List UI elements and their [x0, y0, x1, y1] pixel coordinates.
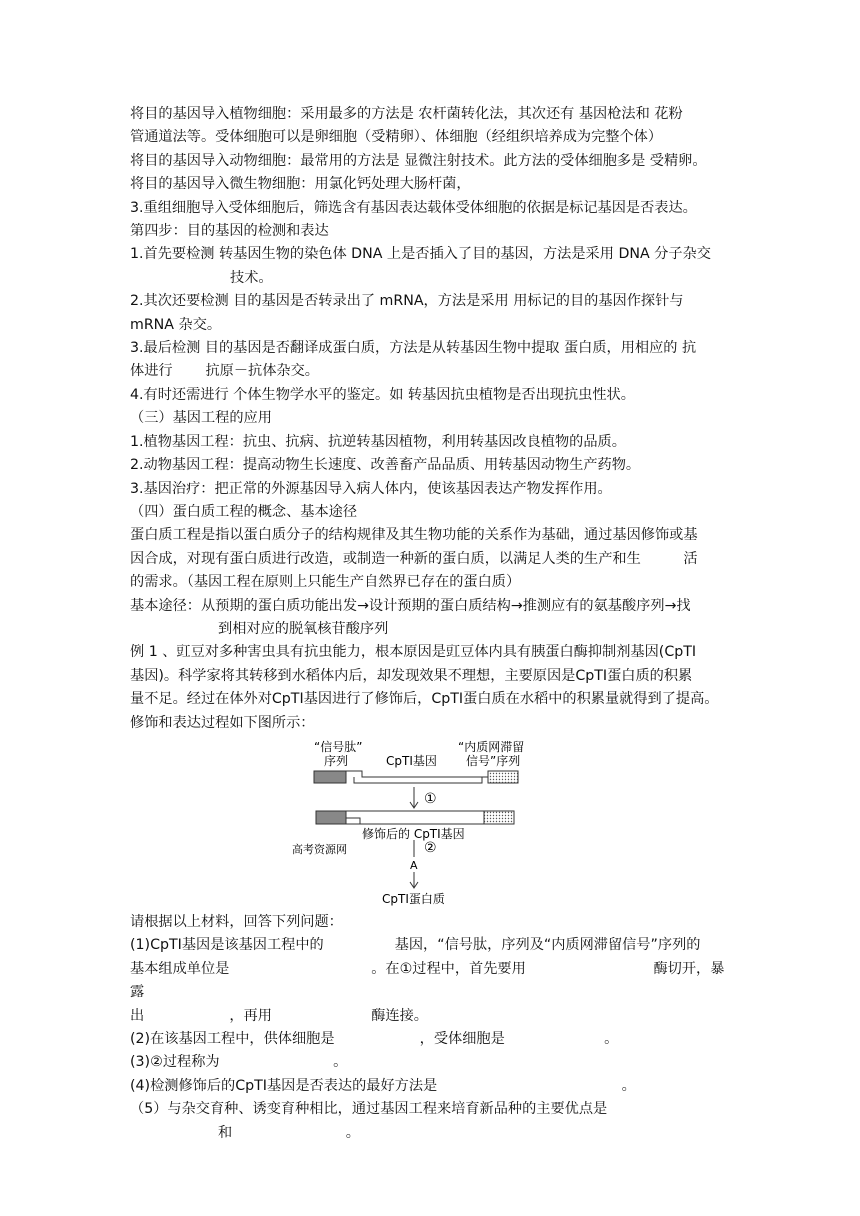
question-line: 出 ，再用 酶连接。	[130, 1007, 428, 1024]
text-line: 1.首先要检测 转基因生物的染色体 DNA 上是否插入了目的基因，方法是采用 DNA 分子杂交	[130, 246, 711, 263]
question-line: (2)在该基因工程中，供体细胞是 ，受体细胞是 。	[130, 1031, 619, 1047]
text-line: 2.其次还要检测 目的基因是否转录出了 mRNA，方法是采用 用标记的目的基因作探针与	[130, 293, 684, 310]
text-line: 到相对应的脱氧核苷酸序列	[218, 620, 389, 637]
example-text: 例 1 、豇豆对多种害虫具有抗虫能力，根本原因是豇豆体内具有胰蛋白酶抑制剂基因(CpTI	[130, 644, 697, 661]
text-line: 将目的基因导入动物细胞：最常用的方法是 显微注射技术。此方法的受体细胞多是 受精卵。	[130, 152, 707, 169]
text-line: 1.植物基因工程：抗虫、抗病、抗逆转基因植物，利用转基因改良植物的品质。	[130, 433, 626, 450]
text-line: 3.重组细胞导入受体细胞后，筛选含有基因表达载体受体细胞的依据是标记基因是否表达。	[130, 199, 697, 216]
watermark-text: 高考资源网	[292, 842, 347, 856]
section-heading: （四）蛋白质工程的概念、基本途径	[130, 503, 358, 520]
question-line: (4)检测修饰后的CpTI基因是否表达的最好方法是 。	[130, 1077, 636, 1094]
example-text: 基因)。科学家将其转移到水稻体内后，却发现效果不理想，主要原因是CpTI蛋白质的积累	[130, 667, 693, 684]
example-text: 修饰和表达过程如下图所示：	[130, 714, 315, 731]
example-text: 量不足。经过在体外对CpTI基因进行了修饰后，CpTI蛋白质在水稻中的积累量就得到了提高。	[130, 691, 719, 708]
letter-a-label: A	[410, 858, 418, 872]
er-retention-label: “内质网滞留	[458, 739, 525, 754]
text-line: 3.基因治疗：把正常的外源基因导入病人体内，使该基因表达产物发挥作用。	[130, 480, 612, 497]
question-line: （5）与杂交育种、诱变育种相比，通过基因工程来培育新品种的主要优点是	[130, 1101, 608, 1118]
signal-peptide-label: “信号肽”	[314, 739, 363, 754]
text-line: 的需求。（基因工程在原则上只能生产自然界已存在的蛋白质）	[130, 574, 521, 591]
er-retention-segment	[488, 771, 518, 783]
text-line: 2.动物基因工程：提高动物生长速度、改善畜产品品质、用转基因动物生产药物。	[130, 457, 641, 474]
text-line: 3.最后检测 目的基因是否翻译成蛋白质，方法是从转基因生物中提取 蛋白质，用相应的 抗	[130, 340, 697, 357]
protein-label: CpTI蛋白质	[382, 891, 445, 906]
question-line: (3)②过程称为 。	[130, 1054, 348, 1071]
section-heading: （三）基因工程的应用	[130, 410, 272, 427]
er-connector	[482, 771, 488, 777]
modified-gene-label: 修饰后的 CpTI基因	[362, 826, 465, 841]
text-line: 将目的基因导入微生物细胞：用氯化钙处理大肠杆菌，	[130, 176, 471, 193]
question-line: 基本组成单位是 。在①过程中，首先要用 酶切开，暴露	[130, 960, 725, 1001]
signal-peptide-label: 序列	[324, 753, 349, 768]
er-retention-segment	[484, 811, 514, 824]
step-1-label: ①	[424, 790, 437, 807]
gene-label: CpTI基因	[386, 753, 437, 768]
er-retention-label: 信号”序列	[466, 753, 521, 768]
document-page	[130, 103, 732, 1145]
text-line: 基本途径：从预期的蛋白质功能出发→设计预期的蛋白质结构→推测应有的氨基酸序列→找	[130, 597, 691, 614]
diagram-svg	[292, 739, 540, 909]
question-line: 请根据以上材料，回答下列问题：	[130, 913, 343, 930]
text-line: 蛋白质工程是指以蛋白质分子的结构规律及其生物功能的关系作为基础，通过基因修饰或基	[130, 527, 698, 544]
text-line: 技术。	[230, 269, 273, 286]
cptI-gene-strand	[346, 771, 482, 783]
text-line: 体进行 抗原－抗体杂交。	[130, 363, 319, 380]
text-line: 4.有时还需进行 个体生物学水平的鉴定。如 转基因抗虫植物是否出现抗虫性状。	[130, 386, 635, 403]
gene-modification-diagram	[130, 739, 732, 909]
text-line: 因合成，对现有蛋白质进行改造，或制造一种新的蛋白质，以满足人类的生产和生 活	[130, 550, 698, 567]
signal-peptide-segment	[316, 811, 346, 824]
text-line: 将目的基因导入植物细胞：采用最多的方法是 农杆菌转化法，其次还有 基因枪法和 花粉	[130, 106, 683, 122]
signal-peptide-segment	[314, 771, 346, 783]
text-line: 管通道法等。受体细胞可以是卵细胞（受精卵）、体细胞（经组织培养成为完整个体）	[130, 129, 663, 146]
section-heading: 第四步：目的基因的检测和表达	[130, 223, 329, 240]
step-2-label: ②	[424, 839, 437, 856]
text-line: mRNA 杂交。	[130, 316, 222, 333]
question-line: 和 。	[218, 1124, 360, 1141]
question-line: (1)CpTI基因是该基因工程中的 基因，“信号肽，序列及“内质网滞留信号”序列的	[130, 937, 701, 954]
